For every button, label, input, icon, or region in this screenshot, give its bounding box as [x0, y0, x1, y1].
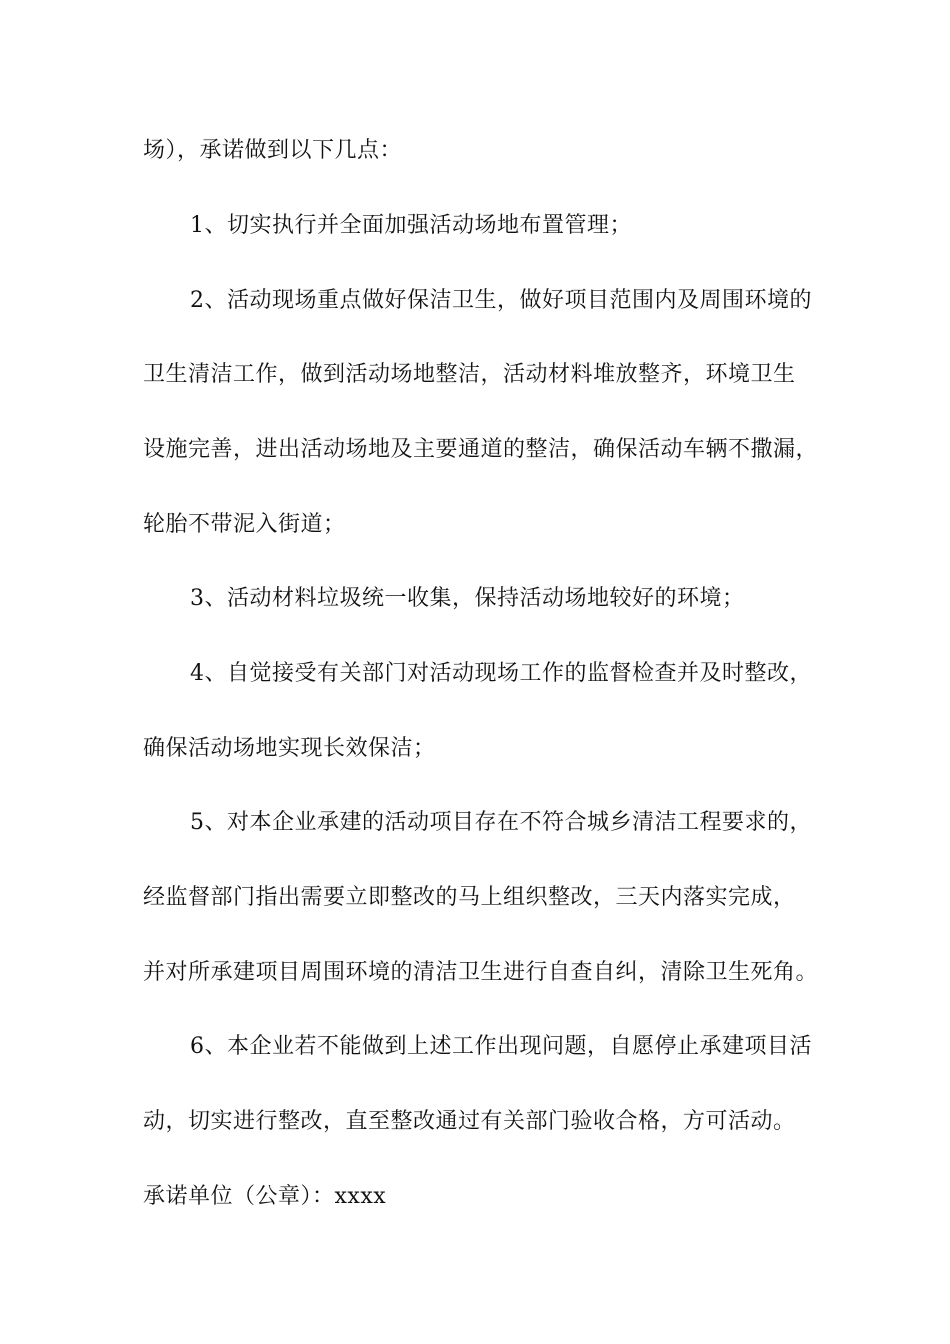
item-2-line-2: 卫生清洁工作，做到活动场地整洁，活动材料堆放整齐，环境卫生 [143, 362, 796, 387]
item-5-line-1: 5、对本企业承建的活动项目存在不符合城乡清洁工程要求的， [190, 810, 812, 835]
item-2-line-4: 轮胎不带泥入街道； [143, 512, 346, 537]
item-5-line-2: 经监督部门指出需要立即整改的马上组织整改，三天内落实完成， [143, 885, 796, 910]
item-5-line-3: 并对所承建项目周围环境的清洁卫生进行自查自纠，清除卫生死角。 [143, 960, 819, 985]
item-4-line-1: 4、自觉接受有关部门对活动现场工作的监督检查并及时整改， [190, 661, 812, 686]
item-2-line-1: 2、活动现场重点做好保洁卫生，做好项目范围内及周围环境的 [190, 288, 812, 313]
item-4-line-2: 确保活动场地实现长效保洁； [143, 736, 436, 761]
item-6-line-2: 动，切实进行整改，直至整改通过有关部门验收合格，方可活动。 [143, 1109, 796, 1134]
text-line-continuation: 场），承诺做到以下几点： [143, 138, 403, 163]
signature-unit-line: 承诺单位（公章）：xxxx [143, 1184, 387, 1209]
item-3-line: 3、活动材料垃圾统一收集，保持活动场地较好的环境； [190, 586, 745, 611]
item-6-line-1: 6、本企业若不能做到上述工作出现问题，自愿停止承建项目活 [190, 1034, 812, 1059]
item-2-line-3: 设施完善，进出活动场地及主要通道的整洁，确保活动车辆不撒漏， [143, 437, 819, 462]
item-1-line: 1、切实执行并全面加强活动场地布置管理； [190, 213, 632, 238]
